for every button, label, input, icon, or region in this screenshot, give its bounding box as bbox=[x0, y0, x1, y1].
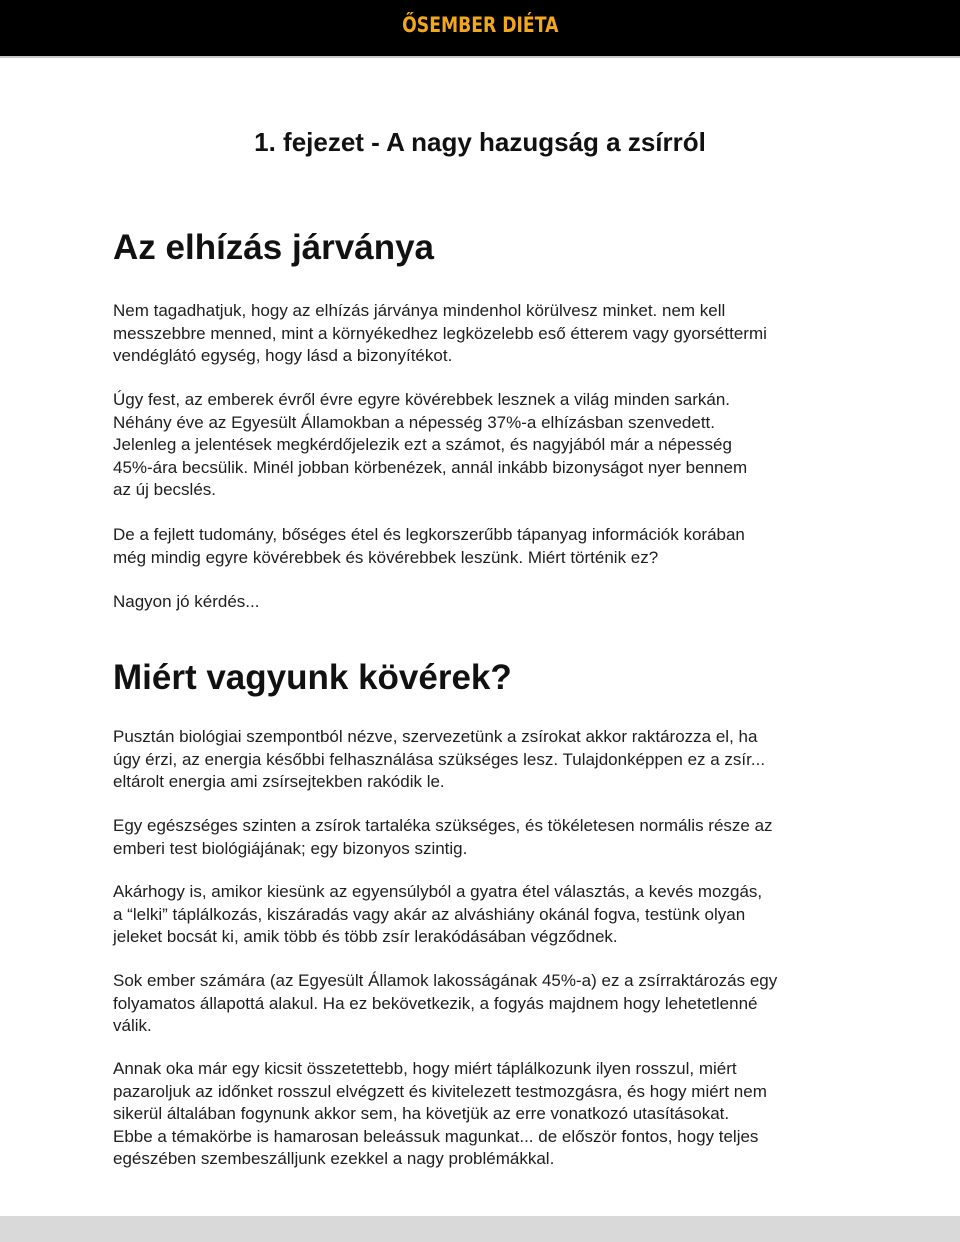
text-line: válik. bbox=[113, 1016, 152, 1035]
text-line: Jelenleg a jelentések megkérdőjelezik ezt a számot, és nagyjából már a népesség bbox=[113, 435, 732, 454]
text-line: Úgy fest, az emberek évről évre egyre kövérebbek lesznek a világ minden sarkán. bbox=[113, 390, 731, 409]
paragraph bbox=[113, 591, 843, 614]
text-line: 45%-ára becsülik. Minél jobban körbenézek, annál inkább bizonyságot nyer bennem bbox=[113, 457, 748, 477]
text-line: sikerül általában fogynunk akkor sem, ha követjük az erre vonatkozó utasításokat. bbox=[113, 1104, 730, 1123]
text-line: még mindig egyre kövérebbek és kövérebbek leszünk. Miért történik ez? bbox=[113, 547, 659, 567]
paragraph bbox=[113, 881, 843, 949]
text-line: Sok ember számára (az Egyesült Államok lakosságának 45%-a) ez a zsírraktározás egy bbox=[113, 971, 778, 990]
paragraph bbox=[113, 524, 843, 569]
brand-logo: ŐSEMBER DIÉTA bbox=[401, 13, 559, 37]
text-line: Akárhogy is, amikor kiesünk az egyensúlyból a gyatra étel választás, a kevés mozgás, bbox=[113, 882, 763, 901]
text-line: Ebbe a témakörbe is hamarosan beleássuk magunkat... de először fontos, hogy teljes bbox=[113, 1126, 759, 1146]
paragraph bbox=[113, 815, 843, 860]
text-line: a “lelki” táplálkozás, kiszáradás vagy akár az alváshiány okánál fogva, testünk olyan bbox=[113, 904, 746, 924]
text-line: Pusztán biológiai szempontból nézve, szervezetünk a zsírokat akkor raktározza el, ha bbox=[113, 727, 758, 746]
paragraph bbox=[113, 300, 843, 368]
text-line: az új becslés. bbox=[113, 480, 216, 499]
header-bar bbox=[0, 0, 960, 58]
text-line: Egy egészséges szinten a zsírok tartaléka szükséges, és tökéletesen normális része az bbox=[113, 816, 773, 835]
chapter-title: 1. fejezet - A nagy hazugság a zsírról bbox=[254, 127, 706, 157]
paragraph bbox=[113, 1058, 843, 1171]
footer-strip bbox=[0, 1216, 960, 1242]
text-line: egészében szembeszálljunk ezekkel a nagy problémákkal. bbox=[113, 1149, 555, 1168]
text-line: Nagyon jó kérdés... bbox=[113, 592, 260, 611]
text-line: De a fejlett tudomány, bőséges étel és legkorszerűbb tápanyag információk korában bbox=[113, 525, 745, 544]
text-line: pazaroljuk az időnket rosszul elvégzett és kivitelezett testmozgásra, és hogy miért nem bbox=[113, 1081, 767, 1101]
section-title-obesity-epidemic: Az elhízás járványa bbox=[113, 228, 434, 267]
text-line: Annak oka már egy kicsit összetettebb, hogy miért táplálkozunk ilyen rosszul, miért bbox=[113, 1059, 737, 1078]
paragraph bbox=[113, 970, 843, 1038]
text-line: messzebbre menned, mint a környékedhez legközelebb eső étterem vagy gyorséttermi bbox=[113, 323, 767, 343]
paragraph bbox=[113, 389, 843, 502]
text-line: Nem tagadhatjuk, hogy az elhízás járványa mindenhol körülvesz minket. nem kell bbox=[113, 301, 726, 320]
text-line: emberi test biológiájának; egy bizonyos szintig. bbox=[113, 838, 468, 858]
text-line: folyamatos állapottá alakul. Ha ez bekövetkezik, a fogyás majdnem hogy lehetetlenné bbox=[113, 993, 758, 1013]
section-title-why-are-we-fat: Miért vagyunk kövérek? bbox=[113, 658, 512, 697]
text-line: úgy érzi, az energia későbbi felhasználása szükséges lesz. Tulajdonképpen ez a zsír... bbox=[113, 749, 766, 769]
text-line: vendéglátó egység, hogy lásd a bizonyítékot. bbox=[113, 346, 453, 365]
paragraph bbox=[113, 726, 843, 794]
text-line: Néhány éve az Egyesült Államokban a népesség 37%-a elhízásban szenvedett. bbox=[113, 412, 715, 432]
text-line: jeleket bocsát ki, amik több és több zsír lerakódásában végződnek. bbox=[113, 927, 618, 946]
text-line: eltárolt energia ami zsírsejtekben rakódik le. bbox=[113, 772, 445, 791]
